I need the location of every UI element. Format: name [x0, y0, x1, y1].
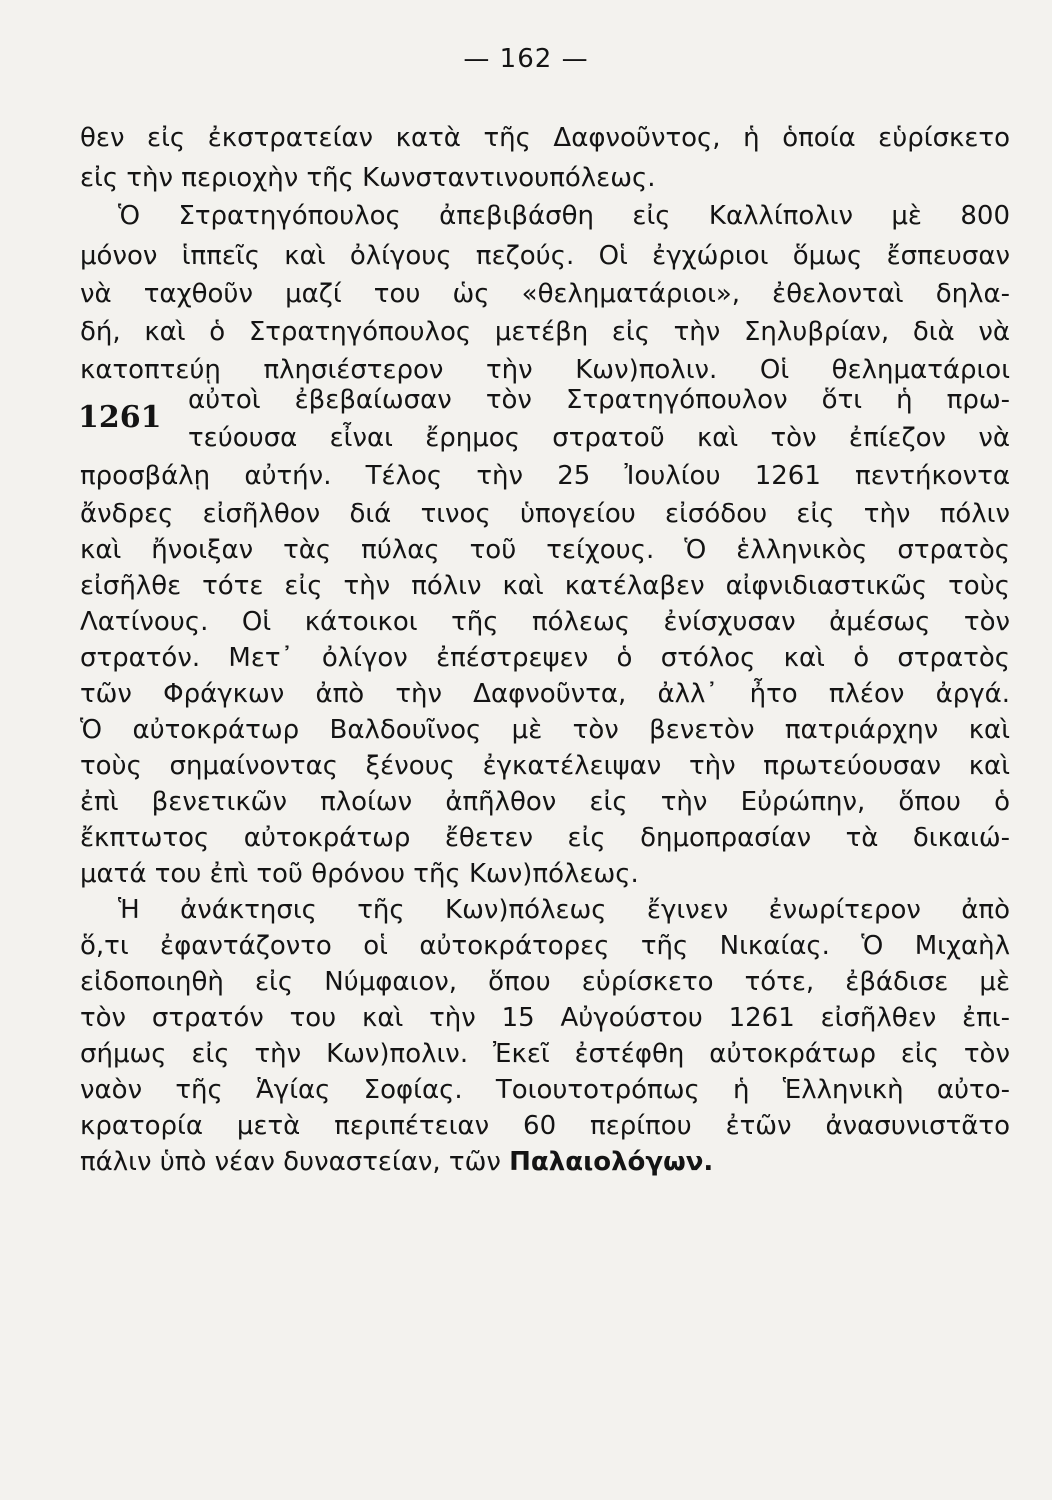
text-line: Λατίνους. Οἱ κάτοικοι τῆς πόλεως ἐνίσχυσαν ἀμέσως τὸν — [80, 607, 1010, 637]
text-line: κατοπτεύῃ πλησιέστερον τὴν Κων)πολιν. Οἱ θεληματάριοι — [80, 355, 1010, 385]
text-line-last-body: πάλιν ὑπὸ νέαν δυναστείαν, τῶν — [80, 1147, 501, 1177]
text-line: τεύουσα εἶναι ἔρημος στρατοῦ καὶ τὸν ἐπίεζον νὰ — [188, 423, 1010, 453]
text-line: σήμως εἰς τὴν Κων)πολιν. Ἐκεῖ ἐστέφθη αὐτοκράτωρ εἰς τὸν — [80, 1039, 1010, 1069]
text-line: τὸν στρατόν του καὶ τὴν 15 Αὐγούστου 1261 εἰσῆλθεν ἐπι- — [80, 1003, 1010, 1033]
text-line: ὅ,τι ἐφαντάζοντο οἱ αὐτοκράτορες τῆς Νικαίας. Ὁ Μιχαὴλ — [80, 931, 1010, 961]
page-number: — 162 — — [463, 44, 589, 74]
text-line: καὶ ἤνοιξαν τὰς πύλας τοῦ τείχους. Ὁ ἑλληνικὸς στρατὸς — [80, 535, 1010, 565]
text-line: Ὁ Στρατηγόπουλος ἀπεβιβάσθη εἰς Καλλίπολιν μὲ 800 — [118, 201, 1010, 231]
text-line: ματά του ἐπὶ τοῦ θρόνου τῆς Κων)πόλεως. — [80, 859, 639, 889]
text-line: κρατορία μετὰ περιπέτειαν 60 περίπου ἐτῶν ἀνασυνιστᾶτο — [80, 1111, 1010, 1141]
margin-year-note: 1261 — [78, 400, 162, 435]
text-line: ἔκπτωτος αὐτοκράτωρ ἔθετεν εἰς δημοπρασίαν τὰ δικαιώ- — [80, 823, 1010, 853]
text-line: μόνον ἱππεῖς καὶ ὀλίγους πεζούς. Οἱ ἐγχώριοι ὅμως ἔσπευσαν — [80, 241, 1010, 271]
bold-dynasty-name: Παλαιολόγων. — [509, 1147, 714, 1177]
text-line: εἰσῆλθε τότε εἰς τὴν πόλιν καὶ κατέλαβεν αἰφνιδιαστικῶς τοὺς — [80, 571, 1010, 601]
text-line: τοὺς σημαίνοντας ξένους ἐγκατέλειψαν τὴν πρωτεύουσαν καὶ — [80, 751, 1010, 781]
text-line: Ὁ αὐτοκράτωρ Βαλδουῖνος μὲ τὸν βενετὸν πατριάρχην καὶ — [80, 715, 1010, 745]
text-line: στρατόν. Μετ᾽ ὀλίγον ἐπέστρεψεν ὁ στόλος καὶ ὁ στρατὸς — [80, 643, 1010, 673]
text-line: εἰς τὴν περιοχὴν τῆς Κωνσταντινουπόλεως. — [80, 163, 656, 193]
text-line: νὰ ταχθοῦν μαζί του ὡς «θεληματάριοι», ἐθελονταὶ δηλα- — [80, 279, 1010, 309]
text-line: ἐπὶ βενετικῶν πλοίων ἀπῆλθον εἰς τὴν Εὐρώπην, ὅπου ὁ — [80, 787, 1010, 817]
text-line: αὐτοὶ ἐβεβαίωσαν τὸν Στρατηγόπουλον ὅτι ἡ πρω- — [188, 385, 1010, 415]
text-line: ναὸν τῆς Ἁγίας Σοφίας. Τοιουτοτρόπως ἡ Ἑλληνικὴ αὐτο- — [80, 1075, 1010, 1105]
text-line: Ἡ ἀνάκτησις τῆς Κων)πόλεως ἔγινεν ἐνωρίτερον ἀπὸ — [118, 895, 1010, 925]
text-line: τῶν Φράγκων ἀπὸ τὴν Δαφνοῦντα, ἀλλ᾽ ἦτο πλέον ἀργά. — [80, 679, 1010, 709]
text-line: ἄνδρες εἰσῆλθον διά τινος ὑπογείου εἰσόδου εἰς τὴν πόλιν — [80, 499, 1010, 529]
text-line: θεν εἰς ἐκστρατείαν κατὰ τῆς Δαφνοῦντος, ἡ ὁποία εὑρίσκετο — [80, 123, 1010, 153]
text-line: δή, καὶ ὁ Στρατηγόπουλος μετέβη εἰς τὴν Σηλυβρίαν, διὰ νὰ — [80, 317, 1010, 347]
text-line: προσβάλῃ αὐτήν. Τέλος τὴν 25 Ἰουλίου 1261 πεντήκοντα — [80, 461, 1010, 491]
text-line-last — [80, 1142, 1010, 1182]
text-line: εἰδοποιηθὴ εἰς Νύμφαιον, ὅπου εὑρίσκετο τότε, ἐβάδισε μὲ — [80, 967, 1010, 997]
